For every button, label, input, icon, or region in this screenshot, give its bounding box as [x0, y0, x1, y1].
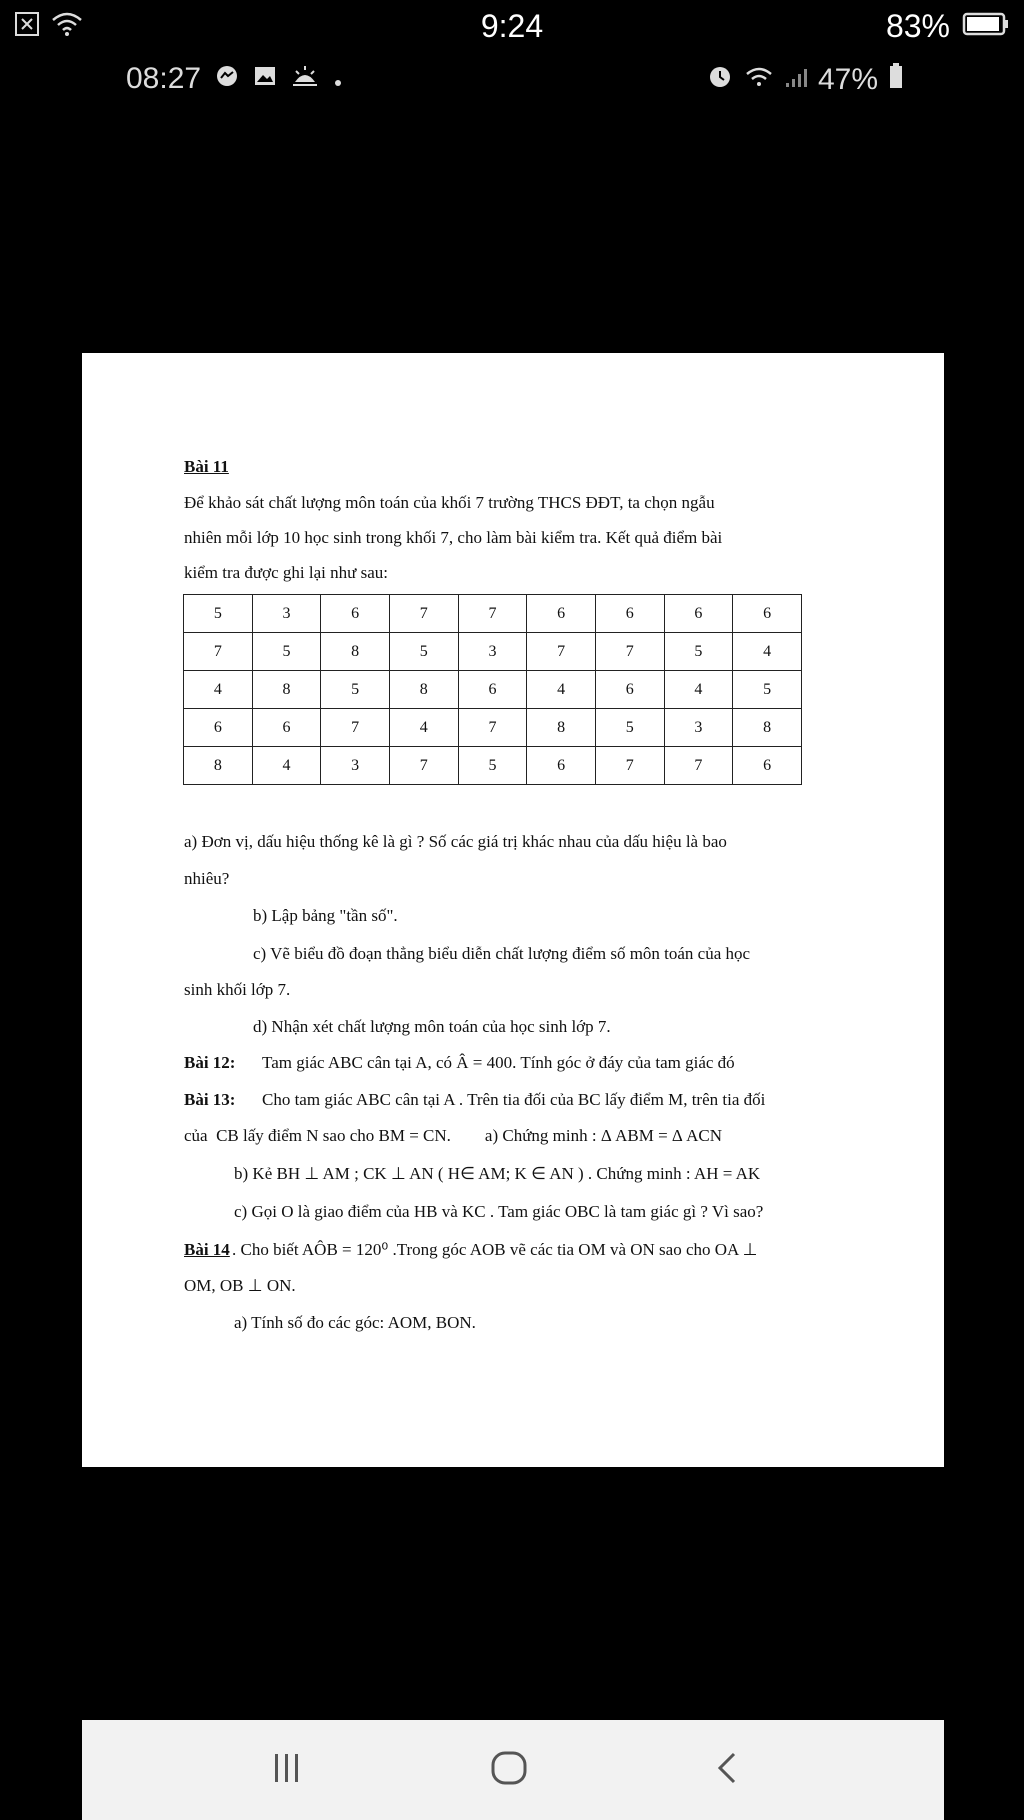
navigation-bar	[82, 1720, 944, 1820]
bai11-line1: Để khảo sát chất lượng môn toán của khối 7 trường THCS ĐĐT, ta chọn ngẫu	[184, 493, 715, 512]
table-cell: 6	[527, 595, 596, 633]
question-d: d) Nhận xét chất lượng môn toán của học sinh lớp 7.	[253, 1017, 611, 1036]
score-table	[183, 594, 802, 785]
table-cell: 7	[389, 595, 458, 633]
table-cell: 7	[389, 747, 458, 785]
table-cell: 4	[252, 747, 321, 785]
table-cell: 8	[321, 633, 390, 671]
table-cell: 6	[733, 595, 802, 633]
table-cell: 5	[664, 633, 733, 671]
bai13-line1: Cho tam giác ABC cân tại A . Trên tia đối của BC lấy điểm M, trên tia đối	[262, 1090, 766, 1109]
table-cell: 8	[184, 747, 253, 785]
bai13-line2: của CB lấy điểm N sao cho BM = CN. a) Chứng minh : Δ ABM = Δ ACN	[184, 1126, 723, 1145]
table-cell: 7	[664, 747, 733, 785]
question-c-line1: c) Vẽ biểu đồ đoạn thẳng biểu diễn chất lượng điểm số môn toán của học	[253, 944, 751, 963]
table-cell: 8	[733, 709, 802, 747]
table-cell: 5	[252, 633, 321, 671]
question-c-line2: sinh khối lớp 7.	[184, 980, 291, 999]
table-cell: 5	[389, 633, 458, 671]
table-cell: 7	[458, 595, 527, 633]
table-cell: 8	[527, 709, 596, 747]
table-cell: 6	[321, 595, 390, 633]
bai14-a: a) Tính số đo các góc: AOM, BON.	[234, 1313, 476, 1332]
battery-percent: 83%	[885, 8, 950, 44]
table-cell: 4	[527, 671, 596, 709]
messenger-icon	[215, 62, 239, 96]
table-cell: 6	[527, 747, 596, 785]
table-cell: 6	[595, 595, 664, 633]
table-cell: 6	[733, 747, 802, 785]
table-cell: 5	[458, 747, 527, 785]
home-button[interactable]	[489, 1750, 529, 1791]
status-bar	[0, 0, 1024, 56]
inner-status-bar	[0, 56, 1024, 104]
table-cell: 5	[733, 671, 802, 709]
recent-apps-button[interactable]	[269, 1750, 305, 1791]
bai13-c: c) Gọi O là giao điểm của HB và KC . Tam giác OBC là tam giác gì ? Vì sao?	[234, 1202, 764, 1221]
table-cell: 5	[595, 709, 664, 747]
table-row	[184, 747, 802, 785]
bai11-line3: kiểm tra được ghi lại như sau:	[184, 563, 388, 582]
inner-wifi-icon	[744, 63, 774, 97]
bai14-line1: . Cho biết AÔB = 120⁰ .Trong góc AOB vẽ các tia OM và ON sao cho OA ⊥	[232, 1240, 758, 1259]
table-cell: 4	[733, 633, 802, 671]
weather-icon	[291, 62, 319, 96]
table-cell: 8	[252, 671, 321, 709]
table-cell: 6	[252, 709, 321, 747]
back-button[interactable]	[712, 1750, 742, 1791]
table-cell: 7	[321, 709, 390, 747]
bai12-text: Tam giác ABC cân tại A, có Â = 400. Tính góc ở đáy của tam giác đó	[262, 1053, 735, 1072]
table-cell: 4	[389, 709, 458, 747]
alarm-icon	[706, 62, 734, 98]
table-cell: 3	[252, 595, 321, 633]
dot-icon	[333, 62, 343, 96]
table-cell: 6	[664, 595, 733, 633]
table-cell: 3	[664, 709, 733, 747]
table-cell: 7	[527, 633, 596, 671]
bai14-line2: OM, OB ⊥ ON.	[184, 1276, 296, 1295]
table-row	[184, 671, 802, 709]
battery-icon	[962, 8, 1010, 45]
signal-icon	[784, 63, 808, 97]
question-b: b) Lập bảng "tần số".	[253, 906, 398, 925]
table-cell: 8	[389, 671, 458, 709]
bai12-label: Bài 12:	[184, 1053, 236, 1072]
bai14-label: Bài 14	[184, 1240, 230, 1259]
gallery-icon	[253, 62, 277, 96]
document-page	[82, 353, 944, 1467]
table-row	[184, 709, 802, 747]
table-cell: 6	[458, 671, 527, 709]
table-row	[184, 633, 802, 671]
bai11-line2: nhiên mỗi lớp 10 học sinh trong khối 7, cho làm bài kiểm tra. Kết quả điểm bài	[184, 528, 723, 547]
table-cell: 7	[595, 633, 664, 671]
bai11-title: Bài 11	[184, 457, 229, 476]
inner-battery-percent: 47%	[817, 63, 878, 96]
inner-battery-icon	[888, 62, 904, 98]
table-row	[184, 595, 802, 633]
table-cell: 3	[321, 747, 390, 785]
table-cell: 7	[458, 709, 527, 747]
table-cell: 7	[595, 747, 664, 785]
table-cell: 4	[184, 671, 253, 709]
table-cell: 3	[458, 633, 527, 671]
table-cell: 6	[184, 709, 253, 747]
table-cell: 5	[184, 595, 253, 633]
inner-status-time: 08:27	[126, 62, 202, 95]
table-cell: 7	[184, 633, 253, 671]
bai13-b: b) Kẻ BH ⊥ AM ; CK ⊥ AN ( H∈ AM; K ∈ AN ) . Chứng minh : AH = AK	[234, 1164, 761, 1183]
table-cell: 5	[321, 671, 390, 709]
table-cell: 4	[664, 671, 733, 709]
table-cell: 6	[595, 671, 664, 709]
question-a-line1: a) Đơn vị, dấu hiệu thống kê là gì ? Số các giá trị khác nhau của dấu hiệu là bao	[184, 832, 727, 851]
bai13-label: Bài 13:	[184, 1090, 236, 1109]
question-a-line2: nhiêu?	[184, 869, 230, 888]
status-time: 9:24	[480, 8, 544, 44]
